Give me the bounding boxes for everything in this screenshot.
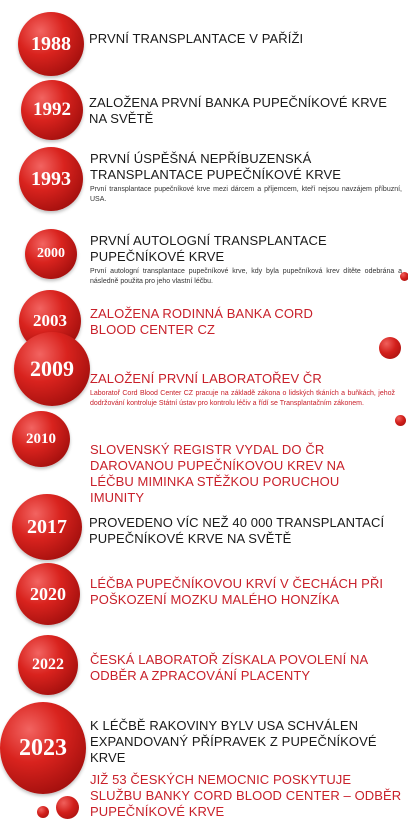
year-label: 2003 [33,311,67,330]
timeline-event [90,306,350,338]
decor-dot [395,415,406,426]
year-label: 2023 [19,734,67,761]
year-label: 2010 [26,430,56,447]
year-badge-1988 [18,12,84,76]
event-title: SLOVENSKÝ REGISTR VYDAL DO ČR DAROVANOU PUPEČNÍKOVOU KREV NA LÉČBU MIMINKA STĚŽKOU PORUCHOU IMUNITY [90,442,345,505]
year-label: 2000 [37,246,65,261]
timeline-event [90,576,390,608]
event-note: Laboratoř Cord Blood Center CZ pracuje na základě zákona o lidských tkáních a buňkách, jehož dodržování kontroluje Státní ústav pro kontrolu léčiv a řídí se Transplantačním zákonem. [90,390,395,407]
event-title: PRVNÍ TRANSPLANTACE V PAŘÍŽI [89,31,304,46]
year-badge-1992 [21,80,83,140]
event-title: PRVNÍ AUTOLOGNÍ TRANSPLANTACE PUPEČNÍKOVÉ KRVE [90,233,327,264]
year-label: 2009 [30,356,74,381]
year-label: 2020 [30,583,66,604]
event-title: ZALOŽENA PRVNÍ BANKA PUPEČNÍKOVÉ KRVE NA SVĚTĚ [89,95,387,126]
event-title-secondary: JIŽ 53 ČESKÝCH NEMOCNIC POSKYTUJE SLUŽBU BANKY CORD BLOOD CENTER – ODBĚR PUPEČNÍKOVÉ KRVE [90,772,402,819]
timeline-event [90,151,402,204]
year-badge-2010 [12,411,70,467]
timeline-event [89,31,404,47]
timeline-event [90,233,402,286]
event-title: LÉČBA PUPEČNÍKOVOU KRVÍ V ČECHÁCH PŘI POŠKOZENÍ MOZKU MALÉHO HONZÍKA [90,576,384,607]
year-badge-2023 [0,702,86,794]
decor-dot [37,806,49,818]
year-label: 1992 [33,99,71,120]
timeline-event [90,442,390,506]
year-badge-2009 [14,332,90,406]
event-title: ČESKÁ LABORATOŘ ZÍSKALA POVOLENÍ NA ODBĚR A ZPRACOVÁNÍ PLACENTY [90,652,368,683]
event-note: První autologní transplantace pupečníkové krve, kdy byla pupečníková krev dítěte odebrána a následně použita pro jeho vlastní léčbu. [90,268,402,285]
event-title: ZALOŽENA RODINNÁ BANKA CORD BLOOD CENTER CZ [90,306,314,337]
event-note: První transplantace pupečníkové krve mezi dárcem a příjemcem, kteří nejsou navzájem příbuzní, USA. [90,186,402,203]
year-label: 2017 [27,515,67,538]
timeline-event [90,371,395,408]
event-title: PRVNÍ ÚSPĚŠNÁ NEPŘÍBUZENSKÁ TRANSPLANTACE PUPEČNÍKOVÉ KRVE [90,151,342,182]
timeline-event [89,95,389,127]
year-label: 2022 [32,656,64,673]
decor-dot [56,796,79,819]
year-label: 1993 [31,167,71,190]
event-title: ZALOŽENÍ PRVNÍ LABORATOŘEV ČR [90,371,322,386]
event-title: PROVEDENO VÍC NEŽ 40 000 TRANSPLANTACÍ PUPEČNÍKOVÉ KRVE NA SVĚTĚ [89,515,385,546]
timeline-event [90,718,405,820]
year-badge-2022 [18,635,78,695]
year-badge-2000 [25,229,77,279]
year-badge-2020 [16,563,80,625]
year-badge-2017 [12,494,82,560]
year-badge-1993 [19,147,83,211]
timeline-event [90,652,390,684]
event-title: K LÉČBĚ RAKOVINY BYLV USA SCHVÁLEN EXPANDOVANÝ PŘÍPRAVEK Z PUPEČNÍKOVÉ KRVE [90,718,377,765]
decor-dot [379,337,401,359]
timeline-event [89,515,399,547]
year-label: 1988 [31,32,71,55]
